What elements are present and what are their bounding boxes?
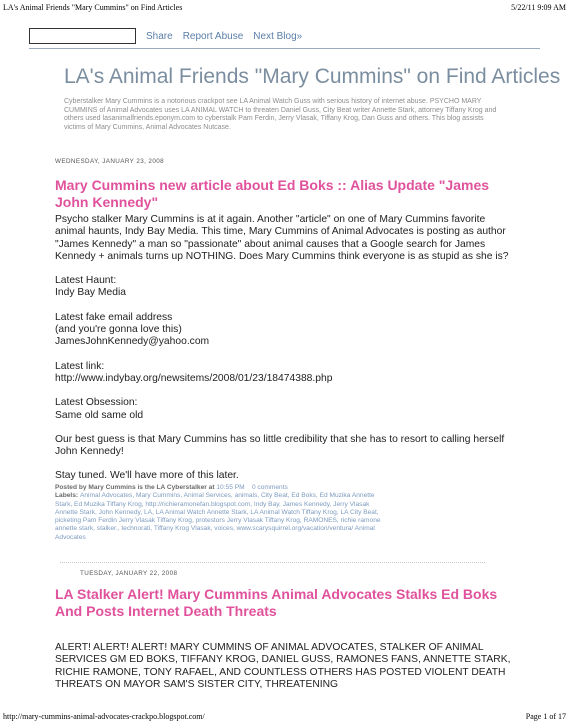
page-number: Page 1 of 17: [525, 712, 566, 721]
print-header-title: LA's Animal Friends "Mary Cummins" on Find Articles: [3, 3, 183, 12]
post-paragraph: ALERT! ALERT! ALERT! MARY CUMMINS OF ANIMAL ADVOCATES, STALKER OF ANIMAL SERVICES GM ED BOKS, TIFFANY KROG, DANIEL GUSS, RAMONES FANS, ANNETTE STARK, RICHIE RAMONE, TONY RAFAEL, AND COUNTLESS OTHERS HAS POSTED VIOLENT DEATH THREATS ON MAYOR SAM'S SISTER CITY, THREATENING: [55, 642, 511, 690]
comments-link[interactable]: 0 comments: [251, 484, 288, 491]
print-footer-url: http://mary-cummins-animal-advocates-crackpo.blogspot.com/: [3, 712, 205, 721]
blogger-navbar: [29, 28, 302, 44]
post-paragraph: Stay tuned. We'll have more of this later.: [55, 470, 239, 482]
share-link[interactable]: Share: [146, 30, 173, 42]
post-body: [55, 214, 515, 483]
post-link[interactable]: http://www.indybay.org/newsitems/2008/01/23/18474388.php: [55, 372, 333, 384]
next-blog-link[interactable]: Next Blog»: [253, 30, 303, 42]
print-header-datetime: 5/22/11 9:09 AM: [511, 3, 566, 12]
post-paragraph: Latest Obsession:: [55, 397, 138, 409]
post-paragraph: Latest Haunt:: [55, 275, 117, 287]
post-time-link[interactable]: 10:55 PM: [216, 484, 245, 491]
print-header: [3, 3, 566, 12]
blog-description: Cyberstalker Mary Cummins is a notorious crackpot see LA Animal Watch Guss with serious history of internet abuse. PSYCHO MARY CUMMINS of Animal Advocates uses LA ANIMAL WATCH to threaten Daniel Guss, City Beat writer Annette Stark, attorney Tiffany Krog and others used lasanimalfriends.eponym.com to cyberstalk Pam Ferdin, Jerry Vlasak, Tiffany Krog, Dan Guss and others. This blog assists victims of Mary Cummins, Animal Advocates Nutcase.: [64, 98, 497, 132]
post-date: TUESDAY, JANUARY 22, 2008: [80, 570, 178, 577]
post-title[interactable]: LA Stalker Alert! Mary Cummins Animal Advocates Stalks Ed Boks And Posts Internet Death Threats: [55, 586, 498, 619]
post-paragraph: Same old same old: [55, 409, 144, 421]
post-paragraph: Latest link:: [55, 360, 105, 372]
post-separator: [60, 562, 485, 563]
post-paragraph: Our best guess is that Mary Cummins has so little credibility that she has to resort to calling herself John Kennedy!: [55, 433, 505, 458]
posted-by: Posted by Mary Cummins is the LA Cyberstalker at: [55, 484, 215, 491]
post-paragraph: Indy Bay Media: [55, 287, 126, 299]
print-footer: [3, 712, 566, 721]
search-input[interactable]: [29, 28, 136, 44]
post-footer: [55, 484, 385, 542]
post-paragraph: (and you're gonna love this): [55, 324, 182, 336]
post-title[interactable]: Mary Cummins new article about Ed Boks :: Alias Update "James John Kennedy": [55, 177, 490, 210]
post-date: WEDNESDAY, JANUARY 23, 2008: [55, 158, 165, 165]
labels-label: Labels:: [55, 492, 79, 500]
post-labels[interactable]: Animal Advocates, Mary Cummins, Animal Services, animals, City Beat, Ed Boks, Ed Muzika Annette Stark, Ed Muzika Tiffany Krog, http://richieramonefan.blogspot.com, Indy Bay, James Kennedy, Jerry Vlasak Annette Stark, John Kennedy, LA, LA Animal Watch Annette Stark, LA Animal Watch Tiffany Krog, LA City Beat, picketing Pam Ferdin Jerry Vlasak Tiffany Krog, protestors Jerry Vlasak Tiffany Krog, RAMONES, richie ramone annette stark, stalker., technorati, Tiffany Krog Vlasak, voices, www.scarysquirrel.org/vacation/ventura/ Animal Advocates: [55, 492, 381, 541]
blog-title[interactable]: LA's Animal Friends "Mary Cummins" on Find Articles: [64, 65, 561, 88]
post-paragraph: Latest fake email address: [55, 311, 173, 323]
post-paragraph: Psycho stalker Mary Cummins is at it again. Another "article" on one of Mary Cummins favorite animal haunts, Indy Bay Media. This time, Mary Cummins of Animal Advocates is posting as author "James Kennedy" a man so "passionate" about animal causes that a Google search for James Kennedy + animals turns up NOTHING. Does Mary Cummins think everyone is as stupid as she is?: [55, 214, 509, 262]
post-body: [55, 642, 515, 691]
navbar-divider: [29, 48, 540, 49]
post-email[interactable]: JamesJohnKennedy@yahoo.com: [55, 336, 210, 348]
report-abuse-link[interactable]: Report Abuse: [182, 30, 244, 42]
